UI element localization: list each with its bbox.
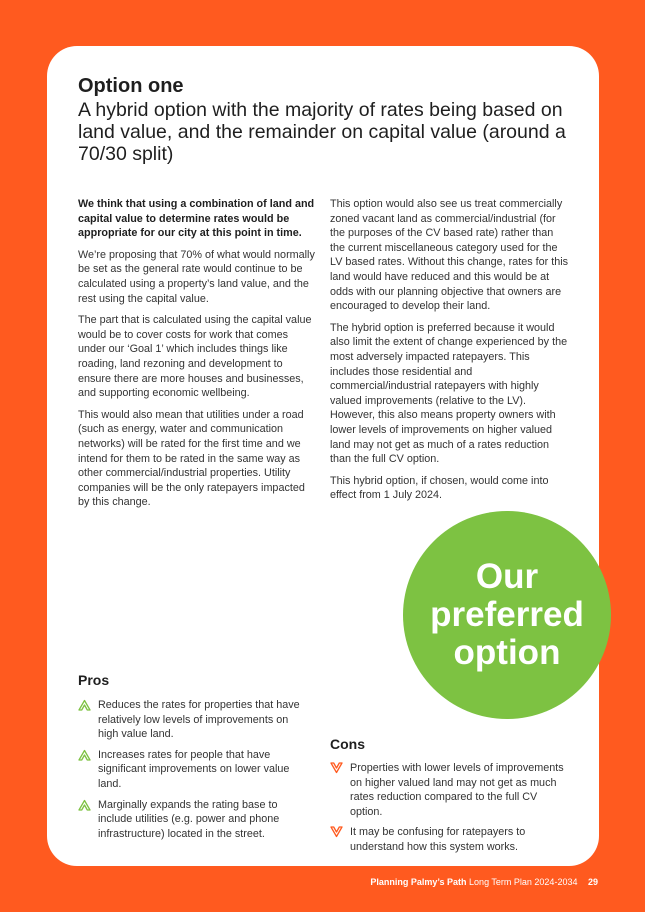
option-title: A hybrid option with the majority of rates being based on land value, and the remainder on capital value (around a 70/30 split)	[78, 99, 566, 165]
body-paragraph: This option would also see us treat commercially zoned vacant land as commercial/industrial (for the purposes of the CV based rate) rather than the current miscellaneous category used for the LV based rates. Without this change, rates for this land would have reduced and this would be at odds with our planning objective that owners are encouraged to develop their land.	[330, 198, 569, 313]
content-card	[47, 46, 599, 866]
pros-item	[78, 798, 308, 842]
pros-item-text: Increases rates for people that have significant improvements on lower value land.	[98, 748, 290, 790]
cons-item	[330, 761, 570, 819]
chevron-up-outline-icon	[78, 799, 98, 813]
cons-item-text: It may be confusing for ratepayers to understand how this system works.	[350, 826, 526, 853]
right-column	[330, 197, 570, 510]
pros-item	[78, 698, 308, 742]
pros-item	[78, 748, 308, 792]
heading-block	[78, 74, 578, 165]
badge-line: option	[453, 633, 561, 672]
chevron-up-outline-icon	[78, 699, 98, 713]
cons-title: Cons	[330, 736, 365, 752]
body-paragraph: The part that is calculated using the capital value would be to cover costs for work that comes under our ‘Goal 1’ which includes things like roading, land rezoning and development to ensure there are more houses and businesses, and supporting economic wellbeing.	[78, 314, 312, 400]
page-footer	[0, 877, 598, 887]
body-paragraph: The hybrid option is preferred because it would also limit the extent of change experienced by the most adversely impacted ratepayers. This includes those residential and commercial/industrial ratepayers with highly valued improvements (relative to the LV). However, this also means property owners with lower levels of improvements on higher valued land may not get as much of a rates reduction than the full CV option.	[330, 321, 568, 466]
body-paragraph: This would also mean that utilities under a road (such as energy, water and communication networks) will be rated for the first time and we intend for them to be rated in the same way as other commercial/industrial properties. Utility companies will be the only ratepayers impacted by this change.	[78, 408, 305, 509]
pros-item-text: Reduces the rates for properties that have relatively low levels of improvements on high value land.	[98, 699, 300, 741]
option-label: Option one	[78, 75, 184, 97]
pros-list	[78, 698, 308, 847]
cons-item	[330, 825, 570, 854]
chevron-down-outline-icon	[330, 762, 350, 776]
pros-item-text: Marginally expands the rating base to include utilities (e.g. power and phone infrastructure) located in the street.	[98, 798, 280, 840]
lead-paragraph: We think that using a combination of land and capital value to determine rates would be appropriate for our city at this point in time.	[78, 198, 315, 240]
page-number: 29	[587, 877, 598, 887]
footer-brand: Planning Palmy’s Path	[370, 877, 467, 887]
badge-line: preferred	[430, 595, 584, 634]
chevron-up-outline-icon	[78, 749, 98, 763]
chevron-down-outline-icon	[330, 826, 350, 840]
left-column	[78, 197, 316, 517]
cons-item-text: Properties with lower levels of improvements on higher valued land may not get as much rates reduction compared to the full CV option.	[350, 762, 564, 818]
badge-line: Our	[475, 557, 539, 596]
body-paragraph: We’re proposing that 70% of what would normally be set as the general rate would continue to be calculated using a property’s land value, and the rest using the capital value.	[78, 248, 315, 305]
footer-subtitle: Long Term Plan 2024-2034	[469, 877, 578, 887]
body-paragraph: This hybrid option, if chosen, would come into effect from 1 July 2024.	[330, 474, 549, 502]
cons-list	[330, 761, 570, 861]
pros-title: Pros	[78, 672, 110, 688]
preferred-option-badge	[403, 511, 611, 719]
